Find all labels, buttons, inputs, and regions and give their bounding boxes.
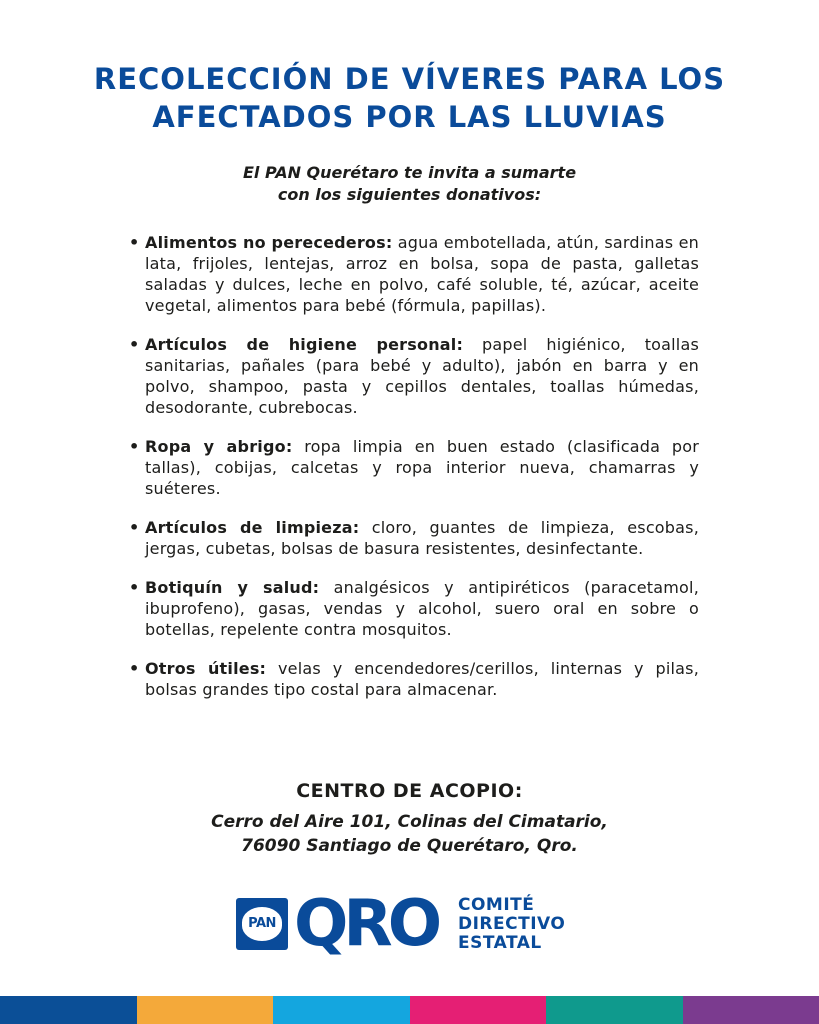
address-line-1: Cerro del Aire 101, Colinas del Cimatario, [211, 812, 608, 832]
item-text: velas y encendedores/cerillos, linternas y pilas, bolsas grandes tipo costal para almacenar. [145, 659, 700, 699]
item-text: papel higiénico, toallas sanitarias, pañales (para bebé y adulto), jabón en barra y en polvo, shampoo, pasta y cepillos dentales, toallas húmedas, desodorante, cubrebocas. [145, 335, 699, 417]
collection-center-address [0, 810, 819, 858]
pan-qro-logo [236, 887, 596, 962]
color-stripe [0, 996, 819, 1024]
list-item [127, 334, 699, 418]
item-label: Artículos de higiene personal: [145, 335, 464, 354]
item-text: agua embotellada, atún, sardinas en lata, frijoles, lentejas, arroz en bolsa, sopa de pasta, galletas saladas y dulces, leche en polvo, café soluble, té, azúcar, aceite vegetal, alimentos para bebé (fórmula, papillas). [145, 233, 699, 315]
stripe-segment [137, 996, 274, 1024]
subtitle-line-1: El PAN Querétaro te invita a sumarte [242, 163, 577, 182]
address-line-2: 76090 Santiago de Querétaro, Qro. [241, 836, 578, 856]
stripe-segment [0, 996, 137, 1024]
item-label: Otros útiles: [145, 659, 267, 678]
stripe-segment [273, 996, 410, 1024]
pan-logo-oval [242, 907, 282, 941]
item-label: Alimentos no perecederos: [145, 233, 393, 252]
list-item [127, 436, 699, 499]
subtitle [0, 162, 819, 206]
item-text: ropa limpia en buen estado (clasificada por tallas), cobijas, calcetas y ropa interior nueva, chamarras y suéteres. [145, 437, 699, 498]
list-item [127, 577, 699, 640]
collection-center-heading: CENTRO DE ACOPIO: [296, 780, 523, 802]
stripe-segment [410, 996, 547, 1024]
title-line-1: RECOLECCIÓN DE VÍVERES PARA LOS [93, 62, 726, 96]
item-label: Botiquín y salud: [145, 578, 320, 597]
committee-line-2: DIRECTIVO [458, 914, 566, 934]
pan-logo-icon [236, 898, 288, 950]
committee-line-1: COMITÉ [458, 895, 535, 915]
item-label: Artículos de limpieza: [145, 518, 360, 537]
stripe-segment [546, 996, 683, 1024]
list-item [127, 232, 699, 316]
subtitle-line-2: con los siguientes donativos: [277, 185, 542, 204]
item-text: analgésicos y antipiréticos (paracetamol, ibuprofeno), gasas, vendas y alcohol, suero oral en sobre o botellas, repelente contra mosquitos. [145, 578, 699, 639]
committee-text [458, 896, 565, 953]
committee-line-3: ESTATAL [458, 933, 542, 953]
donation-list [127, 232, 699, 718]
qro-logo-text: QRO [294, 887, 438, 961]
item-label: Ropa y abrigo: [145, 437, 293, 456]
stripe-segment [683, 996, 819, 1024]
pan-logo-text: PAN [248, 916, 276, 931]
page-title [0, 60, 819, 136]
title-line-2: AFECTADOS POR LAS LLUVIAS [152, 100, 667, 134]
list-item [127, 658, 699, 700]
list-item [127, 517, 699, 559]
item-text: cloro, guantes de limpieza, escobas, jergas, cubetas, bolsas de basura resistentes, desinfectante. [145, 518, 699, 558]
